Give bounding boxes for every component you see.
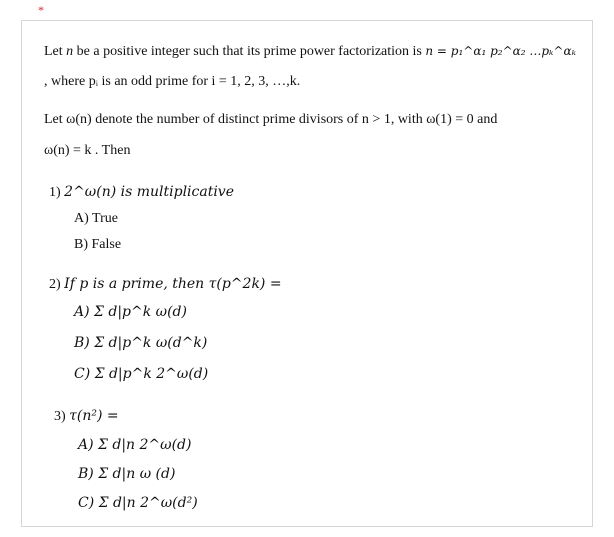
question-2-option-b[interactable]: B) Σ d|p^k ω(d^k) [74,335,208,351]
question-2-number: 2) [49,277,61,292]
question-2 [49,275,282,294]
question-2-option-a[interactable]: A) Σ d|p^k ω(d) [74,304,187,320]
question-2-stem: If p is a prime, then τ(p^2k) = [64,276,282,292]
question-3-option-b[interactable]: B) Σ d|n ω (d) [78,466,176,482]
required-marker: * [38,3,44,17]
question-3 [54,407,119,426]
intro-mid: be a positive integer such that its prime power factorization is [73,44,426,59]
question-1-option-a[interactable]: A) True [74,211,118,226]
question-3-option-c[interactable]: C) Σ d|n 2^ω(d²) [78,495,198,511]
question-1 [49,183,234,202]
question-1-option-b[interactable]: B) False [74,237,122,252]
intro-n: n [66,44,74,59]
definition-line-2: ω(n) = k . Then [44,143,131,158]
question-3-option-a[interactable]: A) Σ d|n 2^ω(d) [78,437,192,453]
intro-prefix: Let [44,44,67,59]
question-1-stem: 2^ω(n) is multiplicative [64,184,235,200]
question-3-stem: τ(n²) = [69,408,119,424]
factorization-formula: n = p₁^α₁ p₂^α₂ …pₖ^αₖ [425,44,576,58]
question-1-number: 1) [49,185,61,200]
intro-line-1 [44,42,576,61]
intro-line-2: , where pᵢ is an odd prime for i = 1, 2, 3, …,k. [44,74,301,89]
question-3-number: 3) [54,409,66,424]
definition-line-1: Let ω(n) denote the number of distinct prime divisors of n > 1, with ω(1) = 0 and [44,112,498,127]
question-2-option-c[interactable]: C) Σ d|p^k 2^ω(d) [74,366,209,382]
